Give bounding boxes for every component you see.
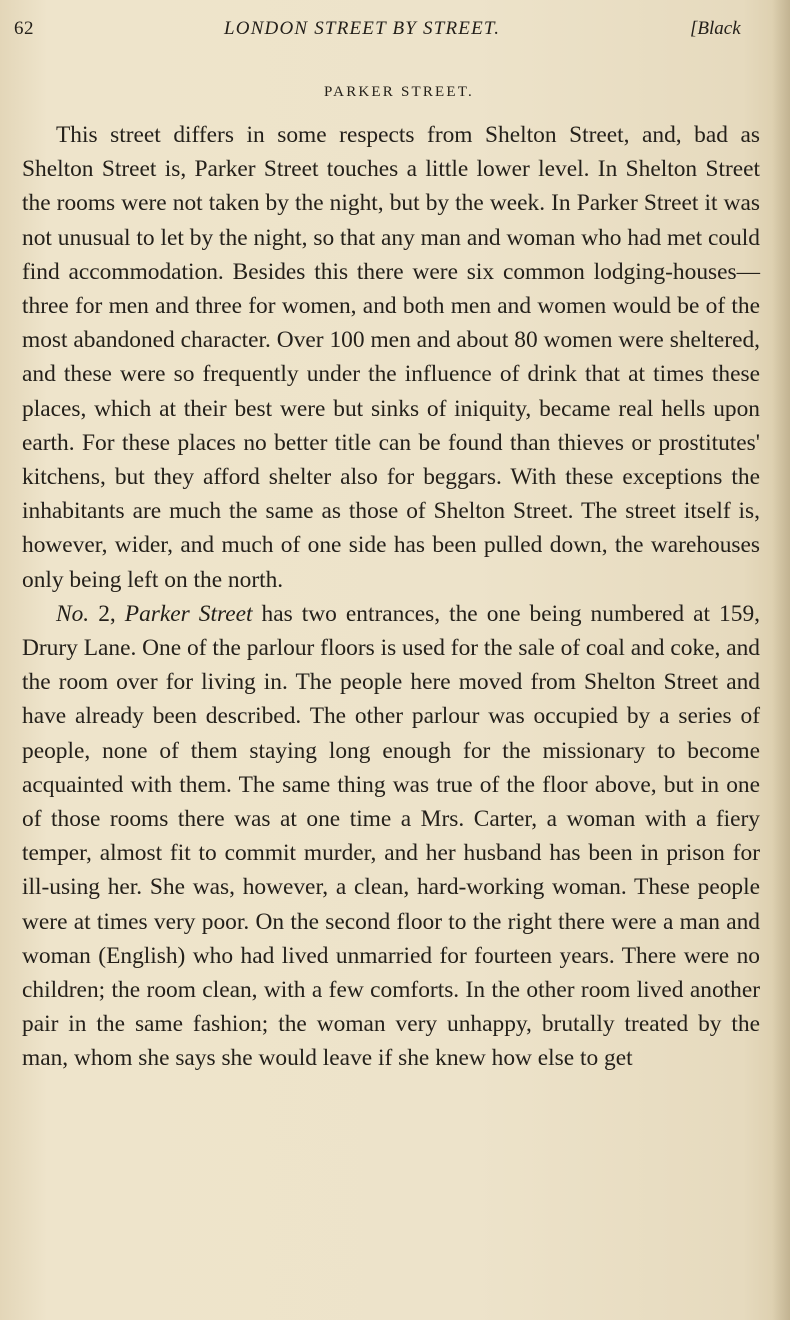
paragraph-2-lead-street: Parker Street	[124, 600, 253, 627]
running-title: LONDON STREET BY STREET.	[224, 18, 501, 39]
running-header	[0, 14, 790, 48]
body-text	[22, 118, 760, 1076]
paragraph-2-text: has two entrances, the one being numbered at 159, Drury Lane. One of the parlour floors is used for the sale of coal and coke, and the room over for living in. The people here moved from Shelton Street and have already been described. The other parlour was occupied by a series of people, none of them staying long enough for the missionary to become acquainted with them. The same thing was true of the floor above, but in one of those rooms there was at one time a Mrs. Carter, a woman with a fiery temper, almost fit to commit murder, and her husband has been in prison for ill-using her. She was, however, a clean, hard-working woman. These people were at times very poor. On the second floor to the right there were a man and woman (English) who had lived unmarried for fourteen years. There were no children; the room clean, with a few comforts. In the other room lived another pair in the same fashion; the woman very unhappy, brutally treated by the man, whom she says she would leave if she knew how else to get	[22, 600, 760, 1072]
paragraph-1: This street differs in some respects from Shelton Street, and, bad as Shelton Street is, Parker Street touches a little lower level. In Shelton Street the rooms were not taken by the night, but by the week. In Parker Street it was not unusual to let by the night, so that any man and woman who had met could find accommodation. Besides this there were six common lodging-houses—three for men and three for women, and both men and women would be of the most abandoned character. Over 100 men and about 80 women were sheltered, and these were so frequently under the influence of drink that at times these places, which at their best were but sinks of iniquity, became real hells upon earth. For these places no better title can be found than thieves or prostitutes' kitchens, but they afford shelter also for beggars. With these exceptions the inhabitants are much the same as those of Shelton Street. The street itself is, however, wider, and much of one side has been pulled down, the warehouses only being left on the north.	[22, 122, 760, 593]
page-number: 62	[14, 18, 34, 39]
running-right-fragment: [Black	[690, 18, 741, 39]
paragraph-2-lead-number: 2,	[89, 600, 125, 627]
section-title: PARKER STREET.	[324, 84, 474, 100]
paragraph-2	[22, 597, 760, 1076]
paragraph-2-lead-no: No.	[56, 600, 90, 627]
page-edge-shadow	[772, 0, 790, 1320]
